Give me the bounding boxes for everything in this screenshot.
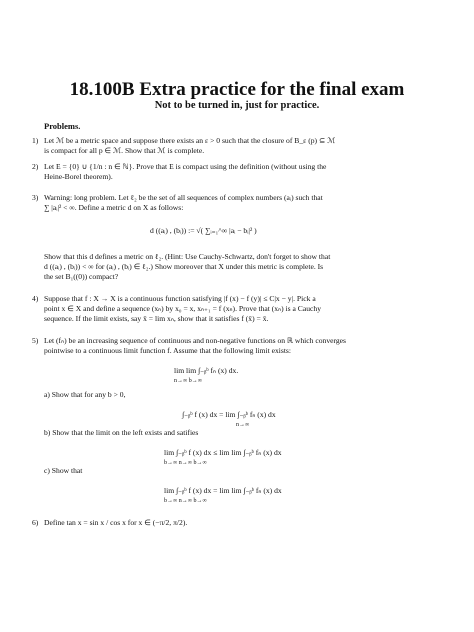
document-title: 18.100B Extra practice for the final exam: [69, 79, 405, 100]
part-c-label: c) Show that: [44, 466, 83, 475]
part-c-equation: lim ∫₋ᵦᵇ f (x) dx = lim lim ∫₋ᵦᵇ fₙ (x) dx: [164, 486, 282, 495]
problem-text-line: ∑ |aᵢ|² < ∞. Define a metric d on X as follows:: [44, 203, 184, 212]
problem-text-line: Warning: long problem. Let ℓ₂ be the set of all sequences of complex numbers (aᵢ) such that: [44, 193, 323, 202]
problem-text-line: d ((aᵢ) , (bᵢ)) < ∞ for (aᵢ) , (bᵢ) ∈ ℓ₂.) Show moreover that X under this metric is complete. Is: [44, 262, 324, 271]
problem-number: 6): [32, 518, 39, 527]
part-a-equation: ∫₋ᵦᵇ f (x) dx = lim ∫₋ᵦᵇ fₙ (x) dx: [182, 410, 276, 419]
problem-number: 4): [32, 294, 39, 303]
part-a-subscript: n→∞: [236, 422, 250, 428]
problem-text-line: Let (fₙ) be an increasing sequence of continuous and non-negative functions on ℝ which converges: [44, 336, 347, 345]
part-c-subscript: b→∞ n→∞ b→∞: [164, 498, 207, 504]
problem-text-line: is compact for all p ∈ ℳ. Show that ℳ is complete.: [44, 146, 205, 155]
problem-number: 5): [32, 336, 39, 345]
limit-equation: lim lim ∫₋ᵦᵇ fₙ (x) dx.: [174, 366, 239, 375]
document-subtitle: Not to be turned in, just for practice.: [154, 100, 320, 111]
problem-number: 3): [32, 193, 39, 202]
problem-text-line: Show that this d defines a metric on ℓ₂. (Hint: Use Cauchy-Schwartz, don't forget to show that: [44, 252, 331, 261]
problem-number: 2): [32, 162, 39, 171]
part-b-equation: lim ∫₋ᵦᵇ f (x) dx ≤ lim lim ∫₋ᵦᵇ fₙ (x) dx: [164, 448, 282, 457]
problem-text-line: point x ∈ X and define a sequence (xₙ) by x₀ = x, xₙ₊₁ = f (xₙ). Prove that (xₙ) is a Cauchy: [44, 304, 321, 313]
part-b-subscript: b→∞ n→∞ b→∞: [164, 460, 207, 466]
part-a-label: a) Show that for any b > 0,: [44, 390, 126, 399]
problem-text-line: Let E = {0} ∪ {1/n : n ∈ ℕ}. Prove that E is compact using the definition (without using the: [44, 162, 327, 171]
problem-text-line: pointwise to a continuous limit function f. Assume that the following limit exists:: [44, 346, 291, 355]
problem-number: 1): [32, 136, 39, 145]
limit-subscript: n→∞ b→∞: [174, 378, 203, 384]
problem-text-line: Let ℳ be a metric space and suppose there exists an ε > 0 such that the closure of B_ε (p) ⊆ ℳ: [44, 136, 336, 145]
problems-heading: Problems.: [44, 121, 81, 131]
problem-text-line: Define tan x = sin x / cos x for x ∈ (−π/2, π/2).: [44, 518, 188, 527]
problem-text-line: the set B₁((0)) compact?: [44, 272, 119, 281]
metric-equation: d ((aᵢ) , (bᵢ)) := √( ∑ᵢ₌₁^∞ |aᵢ − bᵢ|² ): [150, 226, 257, 235]
problem-text-line: sequence. If the limit exists, say x̄ = lim xₙ, show that it satisfies f (x̄) = x̄.: [44, 314, 269, 323]
problem-text-line: Suppose that f : X → X is a continuous function satisfying |f (x) − f (y)| ≤ C|x − y|. Pick a: [44, 294, 316, 303]
part-b-label: b) Show that the limit on the left exists and satifies: [44, 428, 199, 437]
problem-text-line: Heine-Borel theorem).: [44, 172, 113, 181]
